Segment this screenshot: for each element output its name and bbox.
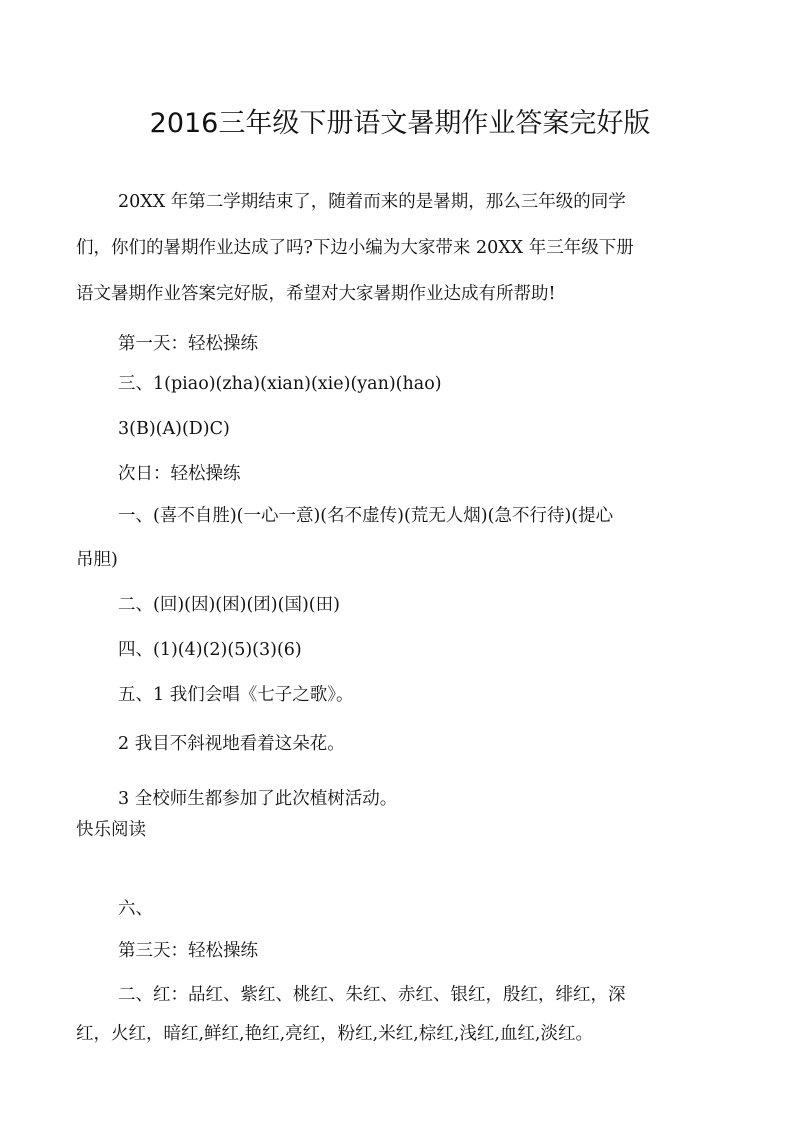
answer-line: 五、1 我们会唱《七子之歌》。 (118, 685, 354, 705)
answer-line: 二、(回)(因)(困)(团)(国)(田) (118, 595, 340, 615)
answer-line: 三、1(piao)(zha)(xian)(xie)(yan)(hao) (118, 374, 442, 394)
document-title: 2016三年级下册语文暑期作业答案完好版 (149, 108, 651, 139)
section-heading-day2: 次日：轻松操练 (118, 464, 241, 484)
section-heading-day1: 第一天：轻松操练 (118, 334, 258, 354)
section-heading-reading: 快乐阅读 (76, 820, 146, 840)
intro-line-2: 们，你们的暑期作业达成了吗?下边小编为大家带来 20XX 年三年级下册 (76, 238, 634, 258)
answer-line: 二、红：品红、紫红、桃红、朱红、赤红、银红，殷红，绯红，深 (118, 985, 626, 1005)
answer-line: 2 我目不斜视地看着这朵花。 (118, 734, 345, 754)
answer-line: 3(B)(A)(D)C) (118, 419, 230, 439)
answer-line: 一、(喜不自胜)(一心一意)(名不虚传)(荒无人烟)(急不行待)(提心 (118, 506, 614, 526)
answer-line-continued: 吊胆) (76, 550, 118, 570)
answer-line: 四、(1)(4)(2)(5)(3)(6) (118, 640, 302, 660)
intro-line-1: 20XX 年第二学期结束了，随着而来的是暑期，那么三年级的同学 (118, 192, 626, 212)
section-heading-day3: 第三天：轻松操练 (118, 941, 258, 961)
answer-line: 六、 (118, 899, 153, 919)
answer-line-continued: 红，火红，暗红,鲜红,艳红,亮红，粉红,米红,棕红,浅红,血红,淡红。 (76, 1024, 593, 1044)
answer-line: 3 全校师生都参加了此次植树活动。 (118, 789, 398, 809)
intro-line-3: 语文暑期作业答案完好版，希望对大家暑期作业达成有所帮助! (76, 284, 556, 304)
